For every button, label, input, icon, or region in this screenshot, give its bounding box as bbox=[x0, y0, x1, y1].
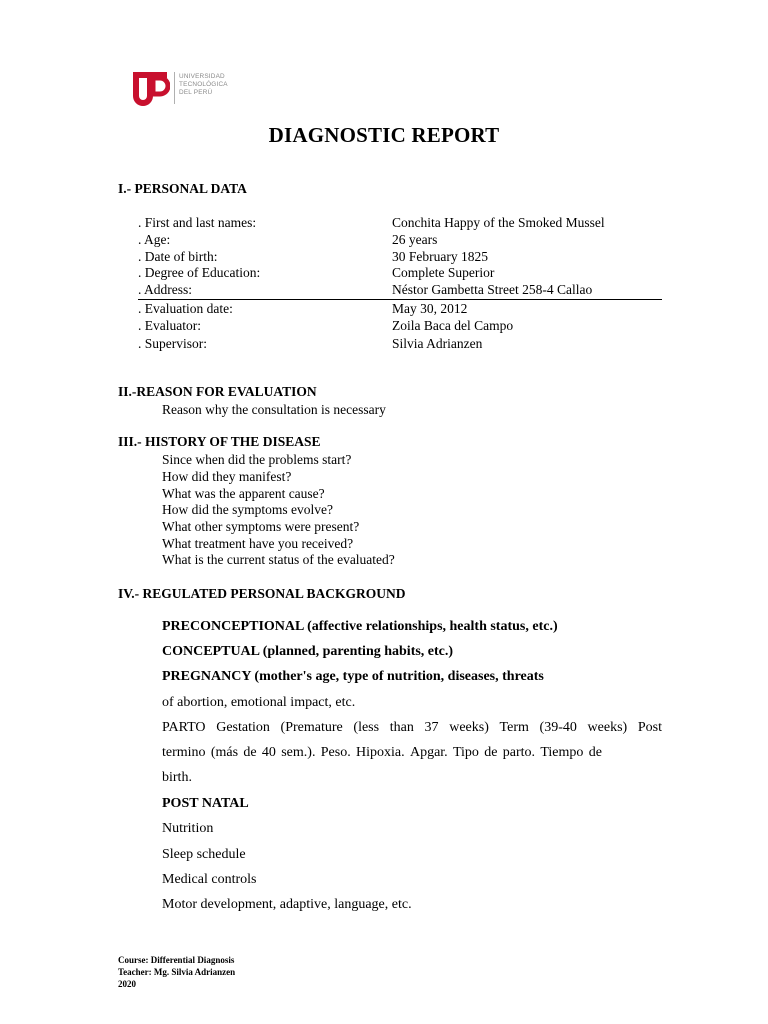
personal-data-label: . Degree of Education: bbox=[138, 265, 261, 280]
parto-word: Term bbox=[499, 720, 529, 735]
parto-word: Gestation bbox=[216, 720, 270, 735]
university-logo bbox=[130, 66, 260, 110]
personal-data-label: . Supervisor: bbox=[138, 336, 207, 351]
document-title: DIAGNOSTIC REPORT bbox=[268, 123, 500, 147]
parto-word: Tiempo bbox=[540, 745, 584, 760]
personal-data-value: Complete Superior bbox=[392, 265, 495, 280]
parto-word: weeks) bbox=[449, 720, 489, 735]
parto-paragraph-line-3: birth. bbox=[162, 770, 192, 785]
parto-word: sem.). bbox=[281, 745, 316, 760]
personal-data-label: . Address: bbox=[138, 282, 192, 297]
parto-word: (39-40 bbox=[539, 720, 577, 735]
post-natal-item: Motor development, adaptive, language, etc. bbox=[162, 897, 412, 912]
section-background-heading: IV.- REGULATED PERSONAL BACKGROUND bbox=[118, 586, 406, 601]
history-question: How did they manifest? bbox=[162, 469, 292, 484]
history-question: What treatment have you received? bbox=[162, 536, 354, 551]
post-natal-item: Nutrition bbox=[162, 821, 214, 836]
preconceptional-heading: PRECONCEPTIONAL (affective relationships, health status, etc.) bbox=[162, 619, 558, 634]
parto-word: (Premature bbox=[280, 720, 343, 735]
parto-word: de bbox=[588, 745, 602, 760]
logo-divider bbox=[174, 72, 175, 104]
personal-data-value: Conchita Happy of the Smoked Mussel bbox=[392, 215, 605, 230]
utp-logo-icon bbox=[130, 66, 170, 110]
logo-wordmark: UNIVERSIDAD TECNOLÓGICA DEL PERÚ bbox=[179, 73, 228, 96]
personal-data-value: 30 February 1825 bbox=[392, 249, 488, 264]
conceptual-heading: CONCEPTUAL (planned, parenting habits, etc.) bbox=[162, 644, 454, 659]
parto-word: Hipoxia. bbox=[356, 745, 405, 760]
parto-word: (más bbox=[210, 745, 239, 760]
pregnancy-continuation: of abortion, emotional impact, etc. bbox=[162, 695, 356, 710]
personal-data-value: 26 years bbox=[392, 232, 438, 247]
parto-word: 40 bbox=[261, 745, 276, 760]
parto-word: PARTO bbox=[162, 720, 206, 735]
section-reason-heading: II.-REASON FOR EVALUATION bbox=[118, 384, 317, 399]
personal-data-label: . Date of birth: bbox=[138, 249, 218, 264]
personal-data-label: . Age: bbox=[138, 232, 171, 247]
post-natal-item: Sleep schedule bbox=[162, 847, 246, 862]
parto-word: weeks) bbox=[587, 720, 628, 735]
page-footer bbox=[118, 954, 235, 990]
parto-word: (less bbox=[353, 720, 380, 735]
parto-word: de bbox=[484, 745, 498, 760]
parto-paragraph-line-2 bbox=[162, 745, 602, 761]
footer-course: Course: Differential Diagnosis bbox=[118, 955, 235, 965]
personal-data-label: . Evaluation date: bbox=[138, 301, 233, 316]
history-question: How did the symptoms evolve? bbox=[162, 502, 333, 517]
history-question: What other symptoms were present? bbox=[162, 519, 360, 534]
footer-year: 2020 bbox=[118, 979, 136, 989]
parto-word: than bbox=[389, 720, 414, 735]
parto-word: Peso. bbox=[320, 745, 351, 760]
personal-data-label: . Evaluator: bbox=[138, 318, 201, 333]
personal-data-value: Néstor Gambetta Street 258-4 Callao bbox=[392, 282, 593, 297]
history-question: What was the apparent cause? bbox=[162, 486, 325, 501]
post-natal-heading: POST NATAL bbox=[162, 796, 249, 811]
parto-word: termino bbox=[162, 745, 206, 760]
personal-data-value: Silvia Adrianzen bbox=[392, 336, 483, 351]
section-personal-data-heading: I.- PERSONAL DATA bbox=[118, 181, 247, 196]
personal-data-value: Zoila Baca del Campo bbox=[392, 318, 514, 333]
history-question: What is the current status of the evaluated? bbox=[162, 552, 395, 567]
post-natal-item: Medical controls bbox=[162, 872, 257, 887]
personal-data-value: May 30, 2012 bbox=[392, 301, 468, 316]
parto-word: Tipo bbox=[452, 745, 479, 760]
history-question: Since when did the problems start? bbox=[162, 452, 352, 467]
footer-teacher: Teacher: Mg. Silvia Adrianzen bbox=[118, 967, 236, 977]
reason-text: Reason why the consultation is necessary bbox=[162, 402, 386, 417]
parto-word: Post bbox=[637, 720, 662, 735]
personal-data-label: . First and last names: bbox=[138, 215, 257, 230]
pregnancy-heading: PREGNANCY (mother's age, type of nutrition, diseases, threats bbox=[162, 669, 544, 684]
parto-word: parto. bbox=[502, 745, 536, 760]
section-history-heading: III.- HISTORY OF THE DISEASE bbox=[118, 434, 321, 449]
parto-paragraph-line-1 bbox=[162, 720, 662, 736]
parto-word: Apgar. bbox=[409, 745, 448, 760]
parto-word: 37 bbox=[424, 720, 439, 735]
parto-word: de bbox=[243, 745, 257, 760]
